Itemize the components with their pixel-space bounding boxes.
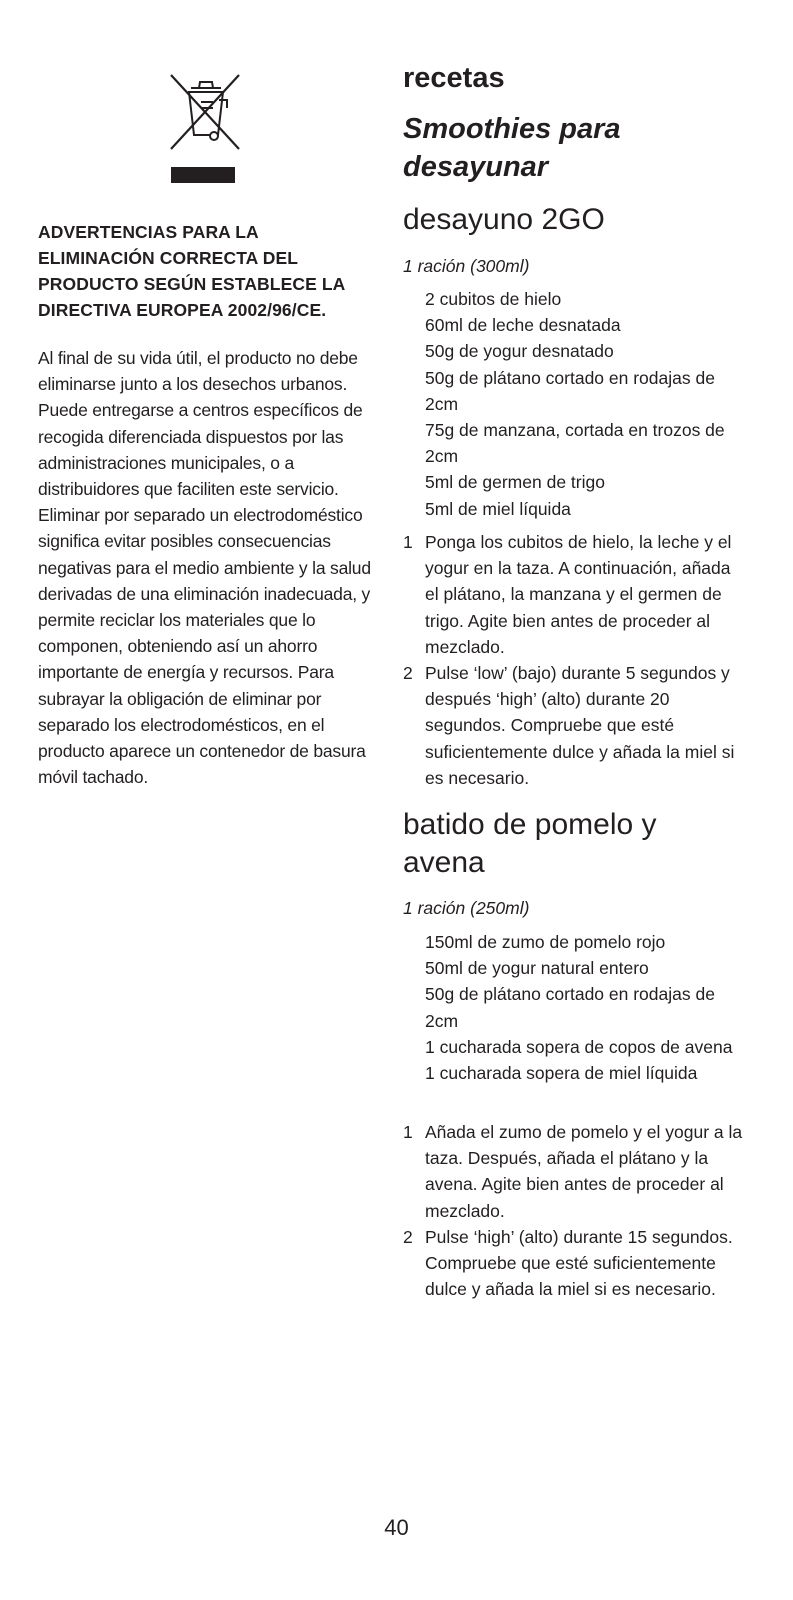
step-item [403,1119,748,1224]
disposal-paragraph: Puede entregarse a centros específicos de recogida diferenciada dispuestos por las administraciones municipales, o a distribuidores que faciliten este servicio. Eliminar por separado un electrodoméstico significa evitar posibles consecuencias negativas para el medio ambiente y la salud derivadas de una eliminación inadecuada, y permite reciclar los materiales que lo componen, obteniendo así un ahorro importante de energía y recursos. Para subrayar la obligación de eliminar por separado los electrodomésticos, en el producto aparece un contenedor de basura móvil tachado. [38,400,371,788]
ingredient-list [425,286,745,522]
recipes-subtitle: Smoothies para desayunar [403,113,621,183]
section-title: recetas [403,62,505,94]
ingredient-item: 50ml de yogur natural entero [425,958,649,979]
ingredient-item: 1 cucharada sopera de miel líquida [425,1063,698,1084]
step-list [403,1119,748,1302]
step-item [403,660,748,791]
step-number: 2 [403,663,413,684]
step-number: 1 [403,532,413,552]
recipe-title: desayuno 2GO [403,203,605,236]
ingredient-item: 150ml de zumo de pomelo rojo [425,932,666,952]
crossed-out-wheelie-bin-icon [167,72,243,152]
step-list [403,529,748,791]
disposal-warning-text [38,345,376,790]
recipe-serving: 1 ración (250ml) [403,898,530,918]
ingredient-item: 50g de yogur desnatado [425,341,614,362]
bin-underline-bar [171,167,235,183]
step-number: 2 [403,1226,413,1247]
ingredient-item: 5ml de miel líquida [425,498,571,519]
step-text: Ponga los cubitos de hielo, la leche y el yogur en la taza. A continuación, añada el plátano, la manzana y el germen de trigo. Agite bien antes de proceder al mezclado. [425,532,732,657]
step-text: Añada el zumo de pomelo y el yogur a la taza. Después, añada el plátano y la avena. Agite bien antes de proceder al mezclado. [425,1122,743,1221]
disposal-warning-heading: ADVERTENCIAS PARA LA ELIMINACIÓN CORRECTA DEL PRODUCTO SEGÚN ESTABLECE LA DIRECTIVA EUROPEA 2002/96/CE. [38,222,345,320]
ingredient-item: 75g de manzana, cortada en trozos de 2cm [425,420,725,467]
step-item [403,529,748,660]
ingredient-item: 5ml de germen de trigo [425,472,605,493]
ingredient-item: 60ml de leche desnatada [425,315,621,336]
step-number: 1 [403,1122,413,1142]
ingredient-item: 2 cubitos de hielo [425,289,562,309]
ingredient-list [425,929,745,1086]
disposal-paragraph: Al final de su vida útil, el producto no debe eliminarse junto a los desechos urbanos. [38,348,358,395]
step-text: Pulse ‘high’ (alto) durante 15 segundos. Compruebe que esté suficientemente dulce y añada la miel si es necesario. [425,1226,733,1300]
step-item [403,1224,748,1303]
page-number: 40 [384,1515,409,1540]
ingredient-item: 50g de plátano cortado en rodajas de 2cm [425,367,715,414]
ingredient-item: 1 cucharada sopera de copos de avena [425,1036,733,1057]
ingredient-item: 50g de plátano cortado en rodajas de 2cm [425,984,715,1031]
step-text: Pulse ‘low’ (bajo) durante 5 segundos y después ‘high’ (alto) durante 20 segundos. Compruebe que esté suficientemente dulce y añada la miel si es necesario. [425,663,735,788]
recipe-title: batido de pomelo y avena [403,808,657,879]
recipe-serving: 1 ración (300ml) [403,256,530,276]
